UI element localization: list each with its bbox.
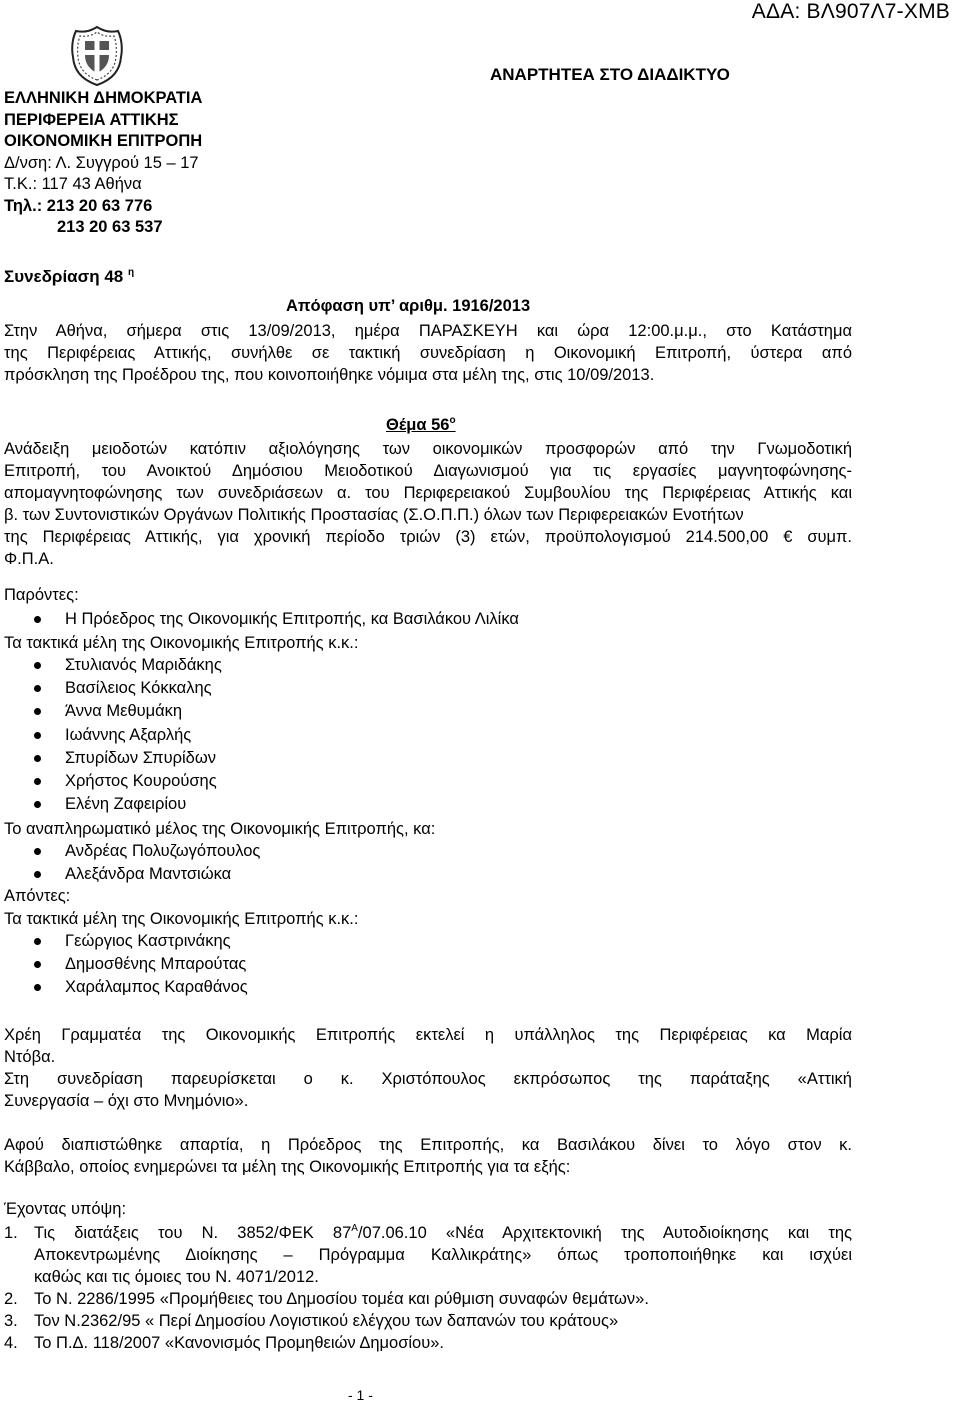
- list-item: Χαράλαμπος Καραθάνος: [0, 976, 248, 999]
- sender-region: ΠΕΡΙΦΕΡΕΙΑ ΑΤΤΙΚΗΣ: [4, 110, 179, 129]
- list-item: 2. Το Ν. 2286/1995 «Προμήθειες του Δημοσίου τομέα και ρύθμιση συναφών θεμάτων».: [4, 1290, 649, 1308]
- present-regular-heading: Τα τακτικά μέλη της Οικονομικής Επιτροπής κ.κ.:: [4, 634, 359, 652]
- present-regular-members: [0, 654, 222, 816]
- list-item: 3. Τον Ν.2362/95 « Περί Δημοσίου Λογιστικού ελέγχου των δαπανών του κράτους»: [4, 1312, 619, 1330]
- absent-heading: Απόντες:: [4, 887, 71, 905]
- absent-regular-heading: Τα τακτικά μέλη της Οικονομικής Επιτροπής κ.κ.:: [4, 910, 359, 928]
- legal-basis-list: [4, 1222, 852, 1354]
- list-item: Αλεξάνδρα Μαντσιώκα: [0, 863, 260, 886]
- sender-phone-1: Τηλ.: 213 20 63 776: [4, 196, 153, 215]
- list-item: Ιωάννης Αξαρλής: [0, 724, 222, 747]
- sender-address: Δ/νση: Λ. Συγγρού 15 – 17: [4, 153, 199, 172]
- page-number: - 1 -: [348, 1387, 373, 1403]
- posted-notice: ΑΝΑΡΤΗΤΕΑ ΣΤΟ ΔΙΑΔΙΚΤΥΟ: [490, 65, 730, 84]
- list-item: Η Πρόεδρος της Οικονομικής Επιτροπής, κα Βασιλάκου Λιλίκα: [0, 608, 519, 631]
- list-item: Σπυρίδων Σπυρίδων: [0, 747, 222, 770]
- list-item: Χρήστος Κουρούσης: [0, 770, 222, 793]
- session-number: Συνεδρίαση 48 $^\eta$: [4, 267, 135, 286]
- list-item: 1. Τις διατάξεις του Ν. 3852/ΦΕΚ $87^A/07.06.10$ «Νέα Αρχιτεκτονική της Αυτοδιοίκησης και της Αποκεντρωμένης Διοίκησης – Πρόγραμμα Καλλικράτης» όπως τροποποιήθηκε και ισχύει καθώς και τις όμοιες του Ν. 4071/2012.: [4, 1223, 852, 1286]
- absent-members: [0, 930, 248, 1000]
- president-list: [0, 608, 519, 631]
- list-item: Στυλιανός Μαριδάκης: [0, 654, 222, 677]
- greek-state-emblem-icon: [66, 25, 128, 87]
- secretary-paragraph: Χρέη Γραμματέα της Οικονομικής Επιτροπής εκτελεί η υπάλληλος της Περιφέρειας κα Μαρία Ντόβα. Στη συνεδρίαση παρευρίσκεται ο κ. Χριστόπουλος εκπρόσωπος της παράταξης «Αττική Συνεργασία – όχι στο Μνημόνιο».: [4, 1026, 852, 1110]
- sender-block: [4, 88, 202, 239]
- sender-country: ΕΛΛΗΝΙΚΗ ΔΗΜΟΚΡΑΤΙΑ: [4, 89, 203, 107]
- list-item: Άννα Μεθυμάκη: [0, 700, 222, 723]
- ada-code: ΑΔΑ: ΒΛ907Λ7-ΧΜΒ: [751, 0, 950, 23]
- theme-title: Θέμα $56^o$: [386, 415, 456, 434]
- sender-postcode: Τ.Κ.: 117 43 Αθήνα: [4, 175, 142, 193]
- sender-committee: ΟΙΚΟΝΟΜΙΚΗ ΕΠΙΤΡΟΠΗ: [4, 132, 203, 150]
- sender-phone-2: 213 20 63 537: [57, 218, 163, 236]
- list-item: 4. Το Π.Δ. 118/2007 «Κανονισμός Προμηθειών Δημοσίου».: [4, 1334, 445, 1352]
- legal-basis-heading: Έχοντας υπόψη:: [4, 1200, 127, 1218]
- list-item: Ελένη Ζαφειρίου: [0, 793, 222, 816]
- present-alternate-members: [0, 840, 260, 886]
- theme-subject: Ανάδειξη μειοδοτών κατόπιν αξιολόγησης των οικονομικών προσφορών από την Γνωμοδοτική Επιτροπή, του Ανοικτού Δημόσιου Μειοδοτικού Διαγωνισμού για τις εργασίες μαγνητοφώνησης- απομαγνητοφώνησης των συνεδριάσεων α. του Περιφερειακού Συμβουλίου της Περιφέρειας Αττικής και β. των Συντονιστικών Οργάνων Πολιτικής Προστασίας (Σ.Ο.Π.Π.) όλων των Περιφερειακών Ενοτήτων της Περιφέρειας Αττικής, για χρονική περίοδο τριών (3) ετών, προϋπολογισμού 214.500,00 € συμπ. Φ.Π.Α.: [4, 440, 852, 568]
- decision-number: Απόφαση υπ’ αριθμ. 1916/2013: [286, 297, 531, 315]
- quorum-paragraph: Αφού διαπιστώθηκε απαρτία, η Πρόεδρος της Επιτροπής, κα Βασιλάκου δίνει το λόγο στον κ. Κάββαλο, οποίος ενημερώνει τα μέλη της Οικονομικής Επιτροπής για τα εξής:: [4, 1136, 852, 1176]
- list-item: Δημοσθένης Μπαρούτας: [0, 953, 248, 976]
- list-item: Ανδρέας Πολυζωγόπουλος: [0, 840, 260, 863]
- present-alternate-heading: Το αναπληρωματικό μέλος της Οικονομικής Επιτροπής, κα:: [4, 820, 436, 838]
- present-heading: Παρόντες:: [4, 586, 79, 604]
- list-item: Βασίλειος Κόκκαλης: [0, 677, 222, 700]
- intro-paragraph: Στην Αθήνα, σήμερα στις 13/09/2013, ημέρα ΠΑΡΑΣΚΕΥΗ και ώρα 12:00.μ.μ., στο Κατάστημα της Περιφέρειας Αττικής, συνήλθε σε τακτική συνεδρίαση η Οικονομική Επιτροπή, ύστερα από πρόσκληση της Προέδρου της, που κοινοποιήθηκε νόμιμα στα μέλη της, στις 10/09/2013.: [4, 322, 852, 384]
- list-item: Γεώργιος Καστρινάκης: [0, 930, 248, 953]
